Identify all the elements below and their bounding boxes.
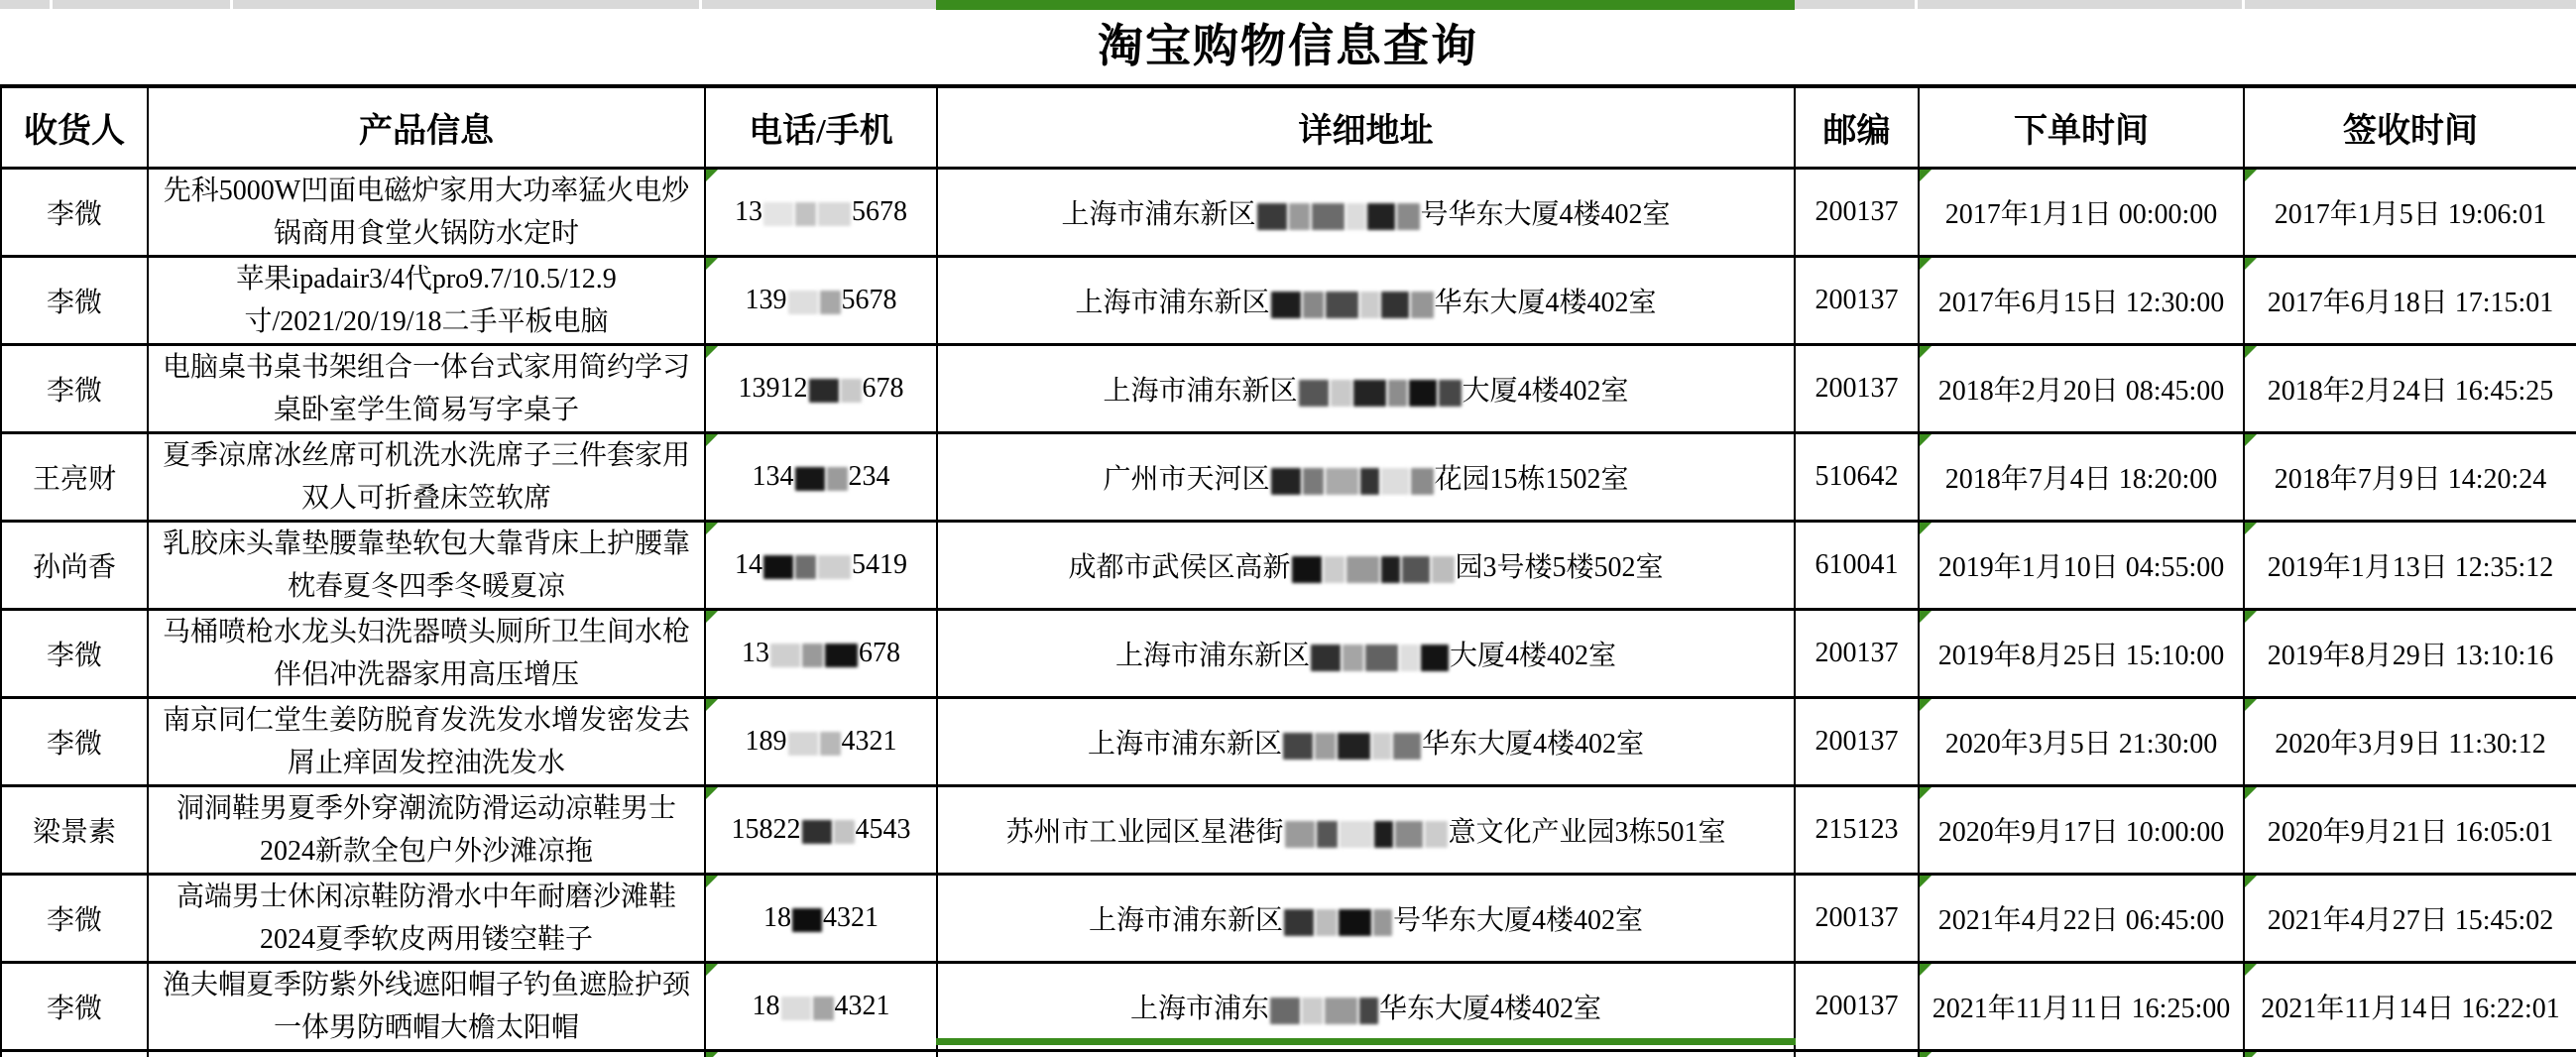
redacted-phone-digits xyxy=(762,555,852,579)
product-cell[interactable]: 马桶喷枪水龙头妇洗器喷头厕所卫生间水枪伴侣冲洗器家用高压增压 xyxy=(148,610,705,698)
address-cell[interactable]: 成都市武侯区高新 园3号楼5楼502室 xyxy=(937,522,1795,610)
selection-highlight-top xyxy=(936,0,1795,10)
product-cell[interactable]: 渔夫帽夏季防紫外线遮阳帽子钓鱼遮脸护颈一体男防晒帽大檐太阳帽 xyxy=(148,963,705,1051)
redaction-block xyxy=(1425,821,1448,848)
zip-cell[interactable]: 200137 xyxy=(1795,875,1919,963)
recipient-cell[interactable]: 李微 xyxy=(1,257,148,345)
cell-divider xyxy=(230,0,233,9)
redaction-block xyxy=(1311,645,1341,671)
redaction-block xyxy=(1315,733,1336,760)
error-flag-icon xyxy=(2245,1052,2257,1057)
redaction-block xyxy=(1411,292,1434,318)
sign-time-cell[interactable]: 2020年3月9日 11:30:12 xyxy=(2244,698,2576,786)
redaction-block xyxy=(1353,380,1386,407)
redacted-address-part xyxy=(1283,909,1393,936)
phone-cell[interactable]: 18 4321 xyxy=(705,963,937,1051)
phone-cell[interactable] xyxy=(705,1051,937,1057)
address-cell[interactable]: 上海市浦东新区 大厦4楼402室 xyxy=(937,345,1795,433)
page-title[interactable]: 淘宝购物信息查询 xyxy=(1098,21,1478,71)
redaction-block xyxy=(1326,468,1358,495)
recipient-cell[interactable]: 李微 xyxy=(1,698,148,786)
error-flag-icon xyxy=(1920,523,1932,534)
zip-cell[interactable]: 200137 xyxy=(1795,698,1919,786)
redaction-block xyxy=(1381,292,1409,318)
redaction-block xyxy=(1338,733,1370,760)
redaction-block xyxy=(1360,468,1379,495)
order-time-cell[interactable]: 2019年1月10日 04:55:00 xyxy=(1919,522,2244,610)
sign-time-cell[interactable]: 2019年8月29日 13:10:16 xyxy=(2244,610,2576,698)
redaction-block xyxy=(1432,556,1455,583)
address-cell[interactable]: 上海市浦东新区 华东大厦4楼402室 xyxy=(937,698,1795,786)
error-flag-icon xyxy=(2245,699,2257,711)
header-product[interactable]: 产品信息 xyxy=(148,86,705,169)
phone-cell[interactable]: 189 4321 xyxy=(705,698,937,786)
error-flag-icon xyxy=(1920,876,1932,887)
cell-divider xyxy=(699,0,702,9)
redacted-phone-digits xyxy=(787,291,842,314)
redaction-block xyxy=(1397,203,1420,230)
redaction-block xyxy=(1299,380,1329,407)
sign-time-cell[interactable]: 2021年4月27日 15:45:02 xyxy=(2244,875,2576,963)
order-time-cell[interactable]: 2019年8月25日 15:10:00 xyxy=(1919,610,2244,698)
recipient-cell[interactable]: 王亮财 xyxy=(1,433,148,522)
redaction-block xyxy=(1381,468,1409,495)
error-flag-icon xyxy=(2245,434,2257,446)
redaction-block xyxy=(820,291,841,314)
redaction-block xyxy=(818,555,851,579)
phone-cell[interactable]: 13912 678 xyxy=(705,345,937,433)
sign-time-cell[interactable]: 2018年7月9日 14:20:24 xyxy=(2244,433,2576,522)
table-row xyxy=(1,786,2576,875)
redaction-block xyxy=(825,644,858,667)
sheet-row-above-strip xyxy=(0,0,2576,9)
redacted-address-part xyxy=(1269,998,1379,1024)
header-sign-time[interactable]: 签收时间 xyxy=(2244,86,2576,169)
redacted-phone-digits xyxy=(808,379,863,403)
phone-cell[interactable]: 13 678 xyxy=(705,610,937,698)
redaction-block xyxy=(1439,380,1462,407)
table-row xyxy=(1,169,2576,257)
phone-cell[interactable]: 18 4321 xyxy=(705,875,937,963)
error-flag-icon xyxy=(2245,346,2257,358)
header-row xyxy=(1,86,2576,169)
redaction-block xyxy=(802,820,832,844)
redaction-block xyxy=(770,644,800,667)
redaction-block xyxy=(781,997,811,1020)
address-cell[interactable]: 苏州市工业园区星港街 意文化产业园3栋501室 xyxy=(937,786,1795,875)
zip-cell[interactable]: 610041 xyxy=(1795,522,1919,610)
orders-table xyxy=(0,84,2576,1057)
recipient-cell[interactable]: 孙尚香 xyxy=(1,522,148,610)
sign-time-cell[interactable]: 2021年11月14日 16:22:01 xyxy=(2244,963,2576,1051)
error-flag-icon xyxy=(706,964,718,976)
zip-cell[interactable]: 200137 xyxy=(1795,169,1919,257)
redacted-address-part xyxy=(1270,292,1435,318)
address-cell[interactable]: 上海市浦东新区 号华东大厦4楼402室 xyxy=(937,875,1795,963)
redaction-block xyxy=(1271,292,1301,318)
order-time-cell[interactable]: 2018年7月4日 18:20:00 xyxy=(1919,433,2244,522)
error-flag-icon xyxy=(706,346,718,358)
zip-cell[interactable]: 200137 xyxy=(1795,257,1919,345)
address-cell[interactable]: 上海市浦东 华东大厦4楼402室 xyxy=(937,963,1795,1051)
redaction-block xyxy=(788,732,818,756)
phone-cell[interactable]: 139 5678 xyxy=(705,257,937,345)
error-flag-icon xyxy=(2245,611,2257,623)
redaction-block xyxy=(1340,821,1372,848)
redacted-address-part xyxy=(1284,821,1449,848)
recipient-cell[interactable]: 李微 xyxy=(1,169,148,257)
redacted-address-part xyxy=(1298,380,1463,407)
redaction-block xyxy=(1381,556,1400,583)
error-flag-icon xyxy=(2245,258,2257,270)
product-cell[interactable]: 南京同仁堂生姜防脱育发洗发水增发密发去屑止痒固发控油洗发水 xyxy=(148,698,705,786)
redaction-block xyxy=(1402,556,1430,583)
redaction-block xyxy=(792,908,822,932)
order-time-cell[interactable]: 2020年3月5日 21:30:00 xyxy=(1919,698,2244,786)
redaction-block xyxy=(1360,292,1379,318)
error-flag-icon xyxy=(1920,1052,1932,1057)
redaction-block xyxy=(1325,998,1357,1024)
product-cell[interactable]: 乳胶床头靠垫腰靠垫软包大靠背床上护腰靠枕春夏冬四季冬暖夏凉 xyxy=(148,522,705,610)
recipient-cell[interactable]: 李微 xyxy=(1,963,148,1051)
header-address[interactable]: 详细地址 xyxy=(937,86,1795,169)
phone-cell[interactable]: 14 5419 xyxy=(705,522,937,610)
zip-cell[interactable]: 200137 xyxy=(1795,610,1919,698)
zip-cell[interactable]: 215123 xyxy=(1795,786,1919,875)
redacted-address-part xyxy=(1270,468,1435,495)
redaction-block xyxy=(1289,203,1310,230)
phone-cell[interactable]: 15822 4543 xyxy=(705,786,937,875)
redaction-block xyxy=(827,467,848,491)
phone-cell[interactable]: 13 5678 xyxy=(705,169,937,257)
redaction-block xyxy=(1317,821,1338,848)
error-flag-icon xyxy=(2245,170,2257,181)
recipient-cell[interactable] xyxy=(1,1051,148,1057)
redacted-phone-digits xyxy=(780,997,835,1020)
sign-time-cell[interactable]: 2019年1月13日 12:35:12 xyxy=(2244,522,2576,610)
redaction-block xyxy=(1343,645,1363,671)
product-cell[interactable]: 高端男士休闲凉鞋防滑水中年耐磨沙滩鞋2024夏季软皮两用镂空鞋子 xyxy=(148,875,705,963)
table-row xyxy=(1,433,2576,522)
redaction-block xyxy=(841,379,862,403)
selection-highlight-bottom xyxy=(936,1038,1796,1045)
redaction-block xyxy=(1302,998,1323,1024)
recipient-cell[interactable]: 李微 xyxy=(1,610,148,698)
redaction-block xyxy=(1339,909,1371,936)
recipient-cell[interactable]: 李微 xyxy=(1,345,148,433)
redaction-block xyxy=(1283,733,1313,760)
order-time-cell[interactable]: 2020年9月17日 10:00:00 xyxy=(1919,786,2244,875)
error-flag-icon xyxy=(1920,434,1932,446)
redaction-block xyxy=(795,202,816,226)
redaction-block xyxy=(1372,733,1391,760)
order-time-cell[interactable]: 2021年11月11日 16:25:00 xyxy=(1919,963,2244,1051)
redacted-address-part xyxy=(1310,645,1450,671)
redaction-block xyxy=(820,732,841,756)
sign-time-cell[interactable]: 2018年2月24日 16:45:25 xyxy=(2244,345,2576,433)
zip-cell[interactable]: 510642 xyxy=(1795,433,1919,522)
redaction-block xyxy=(1393,733,1421,760)
sign-time-cell[interactable] xyxy=(2244,1051,2576,1057)
redaction-block xyxy=(1303,468,1324,495)
error-flag-icon xyxy=(2245,787,2257,799)
redaction-block xyxy=(813,997,834,1020)
error-flag-icon xyxy=(706,434,718,446)
error-flag-icon xyxy=(706,523,718,534)
header-zip[interactable]: 邮编 xyxy=(1795,86,1919,169)
header-phone[interactable]: 电话/手机 xyxy=(705,86,937,169)
redacted-phone-digits xyxy=(794,467,849,491)
partial-row-below xyxy=(1,1051,2576,1057)
redaction-block xyxy=(834,820,855,844)
product-cell[interactable]: 电脑桌书桌书架组合一体台式家用简约学习桌卧室学生简易写字桌子 xyxy=(148,345,705,433)
redaction-block xyxy=(1421,645,1449,671)
table-row xyxy=(1,875,2576,963)
error-flag-icon xyxy=(1920,346,1932,358)
header-recipient[interactable]: 收货人 xyxy=(1,86,148,169)
phone-cell[interactable]: 134 234 xyxy=(705,433,937,522)
error-flag-icon xyxy=(706,258,718,270)
error-flag-icon xyxy=(2245,876,2257,887)
error-flag-icon xyxy=(2245,964,2257,976)
redaction-block xyxy=(1367,203,1395,230)
error-flag-icon xyxy=(1920,170,1932,181)
error-flag-icon xyxy=(706,876,718,887)
redacted-phone-digits xyxy=(801,820,856,844)
redaction-block xyxy=(1270,998,1300,1024)
table-row xyxy=(1,698,2576,786)
cell-divider xyxy=(1915,0,1918,9)
redacted-phone-digits xyxy=(769,644,859,667)
table-row xyxy=(1,345,2576,433)
error-flag-icon xyxy=(706,170,718,181)
order-time-cell[interactable]: 2021年4月22日 06:45:00 xyxy=(1919,875,2244,963)
redaction-block xyxy=(1395,821,1423,848)
error-flag-icon xyxy=(1920,699,1932,711)
error-flag-icon xyxy=(1920,611,1932,623)
redaction-block xyxy=(1284,909,1314,936)
table-row xyxy=(1,257,2576,345)
redaction-block xyxy=(1326,292,1358,318)
error-flag-icon xyxy=(1920,964,1932,976)
redaction-block xyxy=(818,202,851,226)
redaction-block xyxy=(763,202,793,226)
redacted-address-part xyxy=(1256,203,1421,230)
redaction-block xyxy=(1347,556,1379,583)
redaction-block xyxy=(1365,645,1398,671)
redaction-block xyxy=(1347,203,1365,230)
sign-time-cell[interactable]: 2017年6月18日 17:15:01 xyxy=(2244,257,2576,345)
error-flag-icon xyxy=(1920,258,1932,270)
redaction-block xyxy=(1331,380,1351,407)
redaction-block xyxy=(1285,821,1315,848)
redacted-phone-digits xyxy=(787,732,842,756)
redaction-block xyxy=(809,379,839,403)
redaction-block xyxy=(1324,556,1345,583)
order-time-cell[interactable]: 2017年1月1日 00:00:00 xyxy=(1919,169,2244,257)
address-cell[interactable]: 广州市天河区 花园15栋1502室 xyxy=(937,433,1795,522)
redaction-block xyxy=(802,644,823,667)
zip-cell[interactable] xyxy=(1795,1051,1919,1057)
redaction-block xyxy=(1388,380,1407,407)
redaction-block xyxy=(1292,556,1322,583)
product-cell[interactable]: 先科5000W凹面电磁炉家用大功率猛火电炒锅商用食堂火锅防水定时 xyxy=(148,169,705,257)
cell-divider xyxy=(50,0,53,9)
error-flag-icon xyxy=(706,699,718,711)
redaction-block xyxy=(1400,645,1419,671)
redaction-block xyxy=(1411,468,1434,495)
error-flag-icon xyxy=(2245,523,2257,534)
address-cell[interactable]: 上海市浦东新区 号华东大厦4楼402室 xyxy=(937,169,1795,257)
order-time-cell[interactable]: 2018年2月20日 08:45:00 xyxy=(1919,345,2244,433)
address-cell[interactable]: 上海市浦东新区 大厦4楼402室 xyxy=(937,610,1795,698)
redaction-block xyxy=(1271,468,1301,495)
redaction-block xyxy=(1409,380,1437,407)
redaction-block xyxy=(1312,203,1345,230)
redacted-phone-digits xyxy=(762,202,852,226)
product-cell[interactable]: 苹果ipadair3/4代pro9.7/10.5/12.9寸/2021/20/19/18二手平板电脑 xyxy=(148,257,705,345)
redaction-block xyxy=(1373,909,1392,936)
address-cell[interactable]: 上海市浦东新区 华东大厦4楼402室 xyxy=(937,257,1795,345)
error-flag-icon xyxy=(706,787,718,799)
order-time-cell[interactable] xyxy=(1919,1051,2244,1057)
redaction-block xyxy=(795,467,825,491)
redaction-block xyxy=(1316,909,1337,936)
cell-divider xyxy=(2242,0,2245,9)
redaction-block xyxy=(1359,998,1378,1024)
zip-cell[interactable]: 200137 xyxy=(1795,345,1919,433)
redaction-block xyxy=(788,291,818,314)
redacted-phone-digits xyxy=(791,908,823,932)
header-order-time[interactable]: 下单时间 xyxy=(1919,86,2244,169)
redaction-block xyxy=(1257,203,1287,230)
recipient-cell[interactable]: 梁景素 xyxy=(1,786,148,875)
product-cell[interactable] xyxy=(148,1051,705,1057)
redaction-block xyxy=(795,555,816,579)
product-cell[interactable]: 洞洞鞋男夏季外穿潮流防滑运动凉鞋男士2024新款全包户外沙滩凉拖 xyxy=(148,786,705,875)
error-flag-icon xyxy=(706,1052,718,1057)
product-cell[interactable]: 夏季凉席冰丝席可机洗水洗席子三件套家用双人可折叠床笠软席 xyxy=(148,433,705,522)
redaction-block xyxy=(763,555,793,579)
sign-time-cell[interactable]: 2017年1月5日 19:06:01 xyxy=(2244,169,2576,257)
redaction-block xyxy=(1303,292,1324,318)
table-row xyxy=(1,522,2576,610)
table-row xyxy=(1,610,2576,698)
recipient-cell[interactable]: 李微 xyxy=(1,875,148,963)
zip-cell[interactable]: 200137 xyxy=(1795,963,1919,1051)
error-flag-icon xyxy=(1920,787,1932,799)
redacted-address-part xyxy=(1291,556,1456,583)
sign-time-cell[interactable]: 2020年9月21日 16:05:01 xyxy=(2244,786,2576,875)
order-time-cell[interactable]: 2017年6月15日 12:30:00 xyxy=(1919,257,2244,345)
redacted-address-part xyxy=(1282,733,1422,760)
error-flag-icon xyxy=(706,611,718,623)
redaction-block xyxy=(1374,821,1393,848)
address-cell[interactable] xyxy=(937,1051,1795,1057)
